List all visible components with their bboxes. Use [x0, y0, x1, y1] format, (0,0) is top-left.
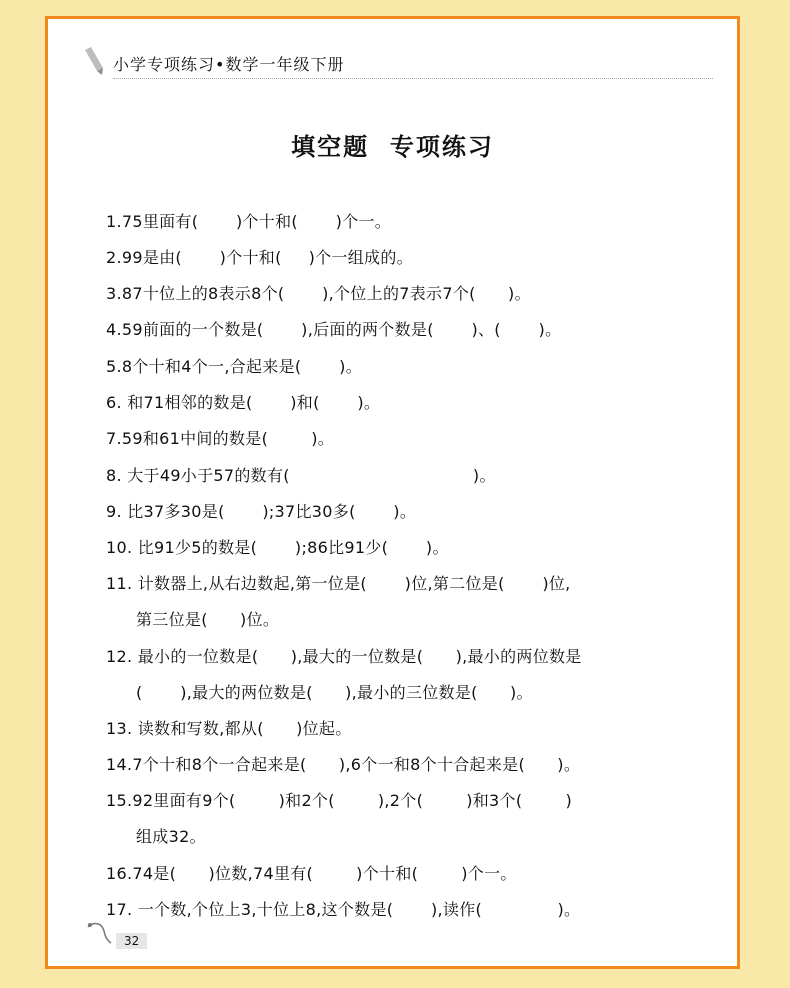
question-15: 15.92里面有9个( )和2个( ),2个( )和3个( ) [106, 791, 572, 810]
footer-swirl-icon [86, 919, 112, 945]
question-5: 5.8个十和4个一,合起来是( )。 [106, 357, 362, 376]
page-title: 填空题 专项练习 [291, 132, 494, 161]
question-10: 10. 比91少5的数是( );86比91少( )。 [106, 538, 449, 557]
question-11-continued: 第三位是( )位。 [136, 610, 280, 629]
question-11: 11. 计数器上,从右边数起,第一位是( )位,第二位是( )位, [106, 574, 571, 593]
question-6: 6. 和71相邻的数是( )和( )。 [106, 393, 381, 412]
question-17: 17. 一个数,个位上3,十位上8,这个数是( ),读作( )。 [106, 900, 581, 919]
question-2: 2.99是由( )个十和( )个一组成的。 [106, 248, 413, 267]
question-13: 13. 读数和写数,都从( )位起。 [106, 719, 352, 738]
page-header [81, 44, 681, 82]
question-7: 7.59和61中间的数是( )。 [106, 429, 335, 448]
question-4: 4.59前面的一个数是( ),后面的两个数是( )、( )。 [106, 320, 562, 339]
question-15-continued: 组成32。 [136, 827, 206, 846]
question-16: 16.74是( )位数,74里有( )个十和( )个一。 [106, 864, 517, 883]
page-number: 32 [116, 933, 147, 949]
question-14: 14.7个十和8个一合起来是( ),6个一和8个十合起来是( )。 [106, 755, 581, 774]
header-divider [113, 78, 713, 79]
series-title: 小学专项练习•数学一年级下册 [113, 55, 345, 74]
worksheet-page [45, 16, 740, 969]
question-12: 12. 最小的一位数是( ),最大的一位数是( ),最小的两位数是 [106, 647, 582, 666]
question-9: 9. 比37多30是( );37比30多( )。 [106, 502, 417, 521]
question-12-continued: ( ),最大的两位数是( ),最小的三位数是( )。 [136, 683, 533, 702]
question-1: 1.75里面有( )个十和( )个一。 [106, 212, 392, 231]
pencil-icon [81, 46, 107, 76]
question-3: 3.87十位上的8表示8个( ),个位上的7表示7个( )。 [106, 284, 531, 303]
question-8: 8. 大于49小于57的数有( )。 [106, 466, 496, 485]
